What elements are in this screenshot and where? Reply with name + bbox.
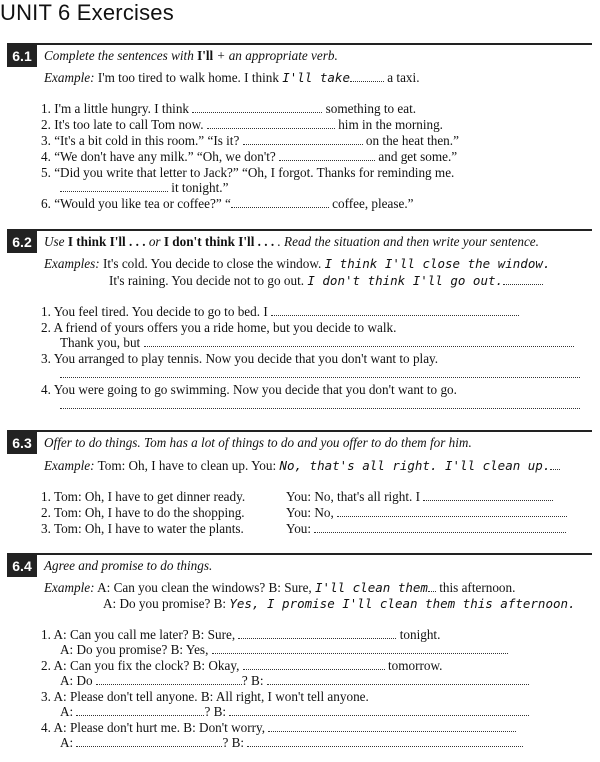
item-number: 1. [41,304,51,319]
item-text: A: Do [60,673,96,688]
instr-text: Complete the sentences with [44,48,198,63]
example-line [44,580,515,596]
item-number: 3. [41,521,51,536]
example-line [44,256,550,272]
answer-blank[interactable] [60,376,580,378]
answer-blank[interactable] [247,745,523,747]
example-text: a taxi. [383,70,420,85]
section-divider [7,229,592,231]
example-text: It's cold. You decide to close the window. [99,256,325,271]
item-text: it tonight.” [168,180,229,195]
answer-blank [428,590,436,592]
answer-blank[interactable] [337,515,567,517]
answer-blank[interactable] [60,190,168,192]
exercise-item [41,627,440,643]
handwritten-answer: I'll take [282,70,350,85]
answer-line [60,366,580,382]
answer-blank[interactable] [212,652,508,654]
example-text: A: Do you promise? B: [103,596,230,611]
item-text: A: Do you promise? B: Yes, [60,642,212,657]
item-text: You feel tired. You decide to go to bed. I [53,304,272,319]
instr-bold: I don't think I'll . . . [163,234,275,249]
exercise-number-badge: 6.1 [7,45,37,67]
exercise-item [41,117,443,133]
exercise-item [41,320,396,336]
unit-title: UNIT 6 Exercises [0,0,174,25]
exercise-instruction: Agree and promise to do things. [44,558,213,573]
example-label: Example: [44,458,95,473]
exercise-instruction: Offer to do things. Tom has a lot of things to do and you offer to do them for him. [44,435,472,450]
item-text: You: No, that's all right. I [286,489,424,504]
item-text: him in the morning. [334,117,443,132]
item-text: A: Please don't tell anyone. B: All right, I won't tell anyone. [53,689,369,704]
answer-line [60,397,580,413]
item-text: I'm a little hungry. I think [54,101,193,116]
item-text: A: Please don't hurt me. B: Don't worry, [53,720,269,735]
answer-blank[interactable] [192,111,322,113]
exercise-item [41,165,454,181]
answer-blank[interactable] [271,314,519,316]
item-text: ? B: [241,673,267,688]
example-text: It's raining. You decide not to go out. [109,273,308,288]
instr-text: . Read the situation and then write your sentence. [274,234,539,249]
item-text: A: [60,735,77,750]
answer-blank[interactable] [268,730,516,732]
item-number: 4. [41,382,51,397]
handwritten-answer: I think I'll close the window. [324,256,551,271]
item-text: ? B: [222,735,248,750]
item-text: A: [60,704,77,719]
exercise-number-badge: 6.2 [7,231,37,253]
item-text: Tom: Oh, I have to water the plants. [53,521,244,536]
answer-blank[interactable] [60,407,580,409]
answer-blank [350,80,384,82]
item-text: Tom: Oh, I have to get dinner ready. [53,489,246,504]
item-text: coffee, please.” [328,196,414,211]
answer-blank[interactable] [96,683,242,685]
handwritten-answer: No, that's all right. I'll clean up. [279,458,551,473]
item-number: 2. [41,505,51,520]
exercise-item [41,505,245,521]
exercise-number-badge: 6.4 [7,555,37,577]
item-number: 1. [41,101,51,116]
section-divider [7,430,592,432]
section-divider [7,553,592,555]
example-line [44,70,420,86]
item-text: and get some.” [375,149,458,164]
exercise-item-response [286,521,566,537]
item-number: 2. [41,320,51,335]
answer-blank[interactable] [231,206,329,208]
answer-blank[interactable] [207,127,335,129]
exercise-item [41,196,414,212]
answer-blank [503,283,543,285]
answer-blank[interactable] [243,668,385,670]
example-label: Example: [44,70,95,85]
item-text: You arranged to play tennis. Now you decide that you don't want to play. [53,351,439,366]
example-line [44,458,560,474]
exercise-item [41,351,438,367]
instr-text: Use [44,234,68,249]
item-number: 5. [41,165,51,180]
item-text: Thank you, but [60,335,144,350]
item-number: 4. [41,720,51,735]
answer-blank[interactable] [76,714,204,716]
item-text: You: No, [286,505,338,520]
example-label: Example: [44,580,95,595]
handwritten-answer: I'll clean them [315,580,428,595]
example-text: Tom: Oh, I have to clean up. You: [94,458,280,473]
answer-blank[interactable] [76,745,222,747]
item-number: 3. [41,689,51,704]
exercise-item-continuation [60,642,508,658]
instr-bold: I think I'll . . . [67,234,146,249]
exercise-item-continuation [60,735,523,751]
handwritten-answer: I don't think I'll go out. [307,273,504,288]
item-number: 4. [41,149,51,164]
exercise-item-response [286,489,553,505]
example-text: this afternoon. [435,580,516,595]
example-text: I'm too tired to walk home. I think [94,70,283,85]
item-text: tonight. [396,627,441,642]
exercise-item [41,382,457,398]
instr-bold: I'll [197,48,214,63]
answer-blank[interactable] [279,159,375,161]
item-number: 3. [41,351,51,366]
exercise-item [41,133,459,149]
item-text: A: Can you call me later? B: Sure, [53,627,239,642]
answer-blank[interactable] [423,499,553,501]
example-text: A: Can you clean the windows? B: Sure, [94,580,316,595]
item-text: You: [286,521,315,536]
example-line [109,273,543,289]
exercise-item [41,720,516,736]
item-number: 2. [41,658,51,673]
instr-text: or [145,234,164,249]
exercise-item-continuation [60,180,228,196]
example-line [103,596,576,612]
item-number: 1. [41,489,51,504]
answer-blank[interactable] [243,143,363,145]
item-text: Tom: Oh, I have to do the shopping. [53,505,245,520]
exercise-item-continuation [60,673,529,689]
answer-blank[interactable] [267,683,529,685]
exercise-item [41,304,519,320]
item-number: 1. [41,627,51,642]
item-text: A: Can you fix the clock? B: Okay, [53,658,243,673]
exercise-instruction [44,48,338,64]
exercise-item [41,489,245,505]
item-text: something to eat. [322,101,417,116]
item-number: 3. [41,133,51,148]
item-number: 6. [41,196,51,211]
exercise-item [41,149,457,165]
example-label: Examples: [44,256,100,271]
answer-blank[interactable] [229,714,529,716]
item-text: “We don't have any milk.” “Oh, we don't? [54,149,280,164]
exercise-item [41,521,244,537]
answer-blank [550,468,560,470]
exercise-item [41,689,369,705]
item-text: You were going to go swimming. Now you decide that you don't want to go. [53,382,457,397]
answer-blank[interactable] [144,345,574,347]
item-text: ? B: [204,704,230,719]
section-divider [7,43,592,45]
item-text: tomorrow. [384,658,443,673]
item-text: on the heat then.” [362,133,459,148]
item-number: 2. [41,117,51,132]
exercise-instruction [44,234,539,250]
answer-blank[interactable] [314,531,566,533]
exercise-item-response [286,505,567,521]
exercise-number-badge: 6.3 [7,432,37,454]
instr-text: + an appropriate verb. [213,48,338,63]
item-text: A friend of yours offers you a ride home, but you decide to walk. [53,320,397,335]
item-text: “Did you write that letter to Jack?” “Oh, I forgot. Thanks for reminding me. [54,165,455,180]
exercise-item-continuation [60,335,574,351]
item-text: “Would you like tea or coffee?” “ [54,196,231,211]
item-text: It's too late to call Tom now. [54,117,207,132]
exercise-item [41,658,442,674]
handwritten-answer: Yes, I promise I'll clean them this afternoon. [229,596,576,611]
item-text: “It's a bit cold in this room.” “Is it? [54,133,243,148]
exercise-item [41,101,416,117]
exercise-item-continuation [60,704,529,720]
answer-blank[interactable] [238,637,396,639]
